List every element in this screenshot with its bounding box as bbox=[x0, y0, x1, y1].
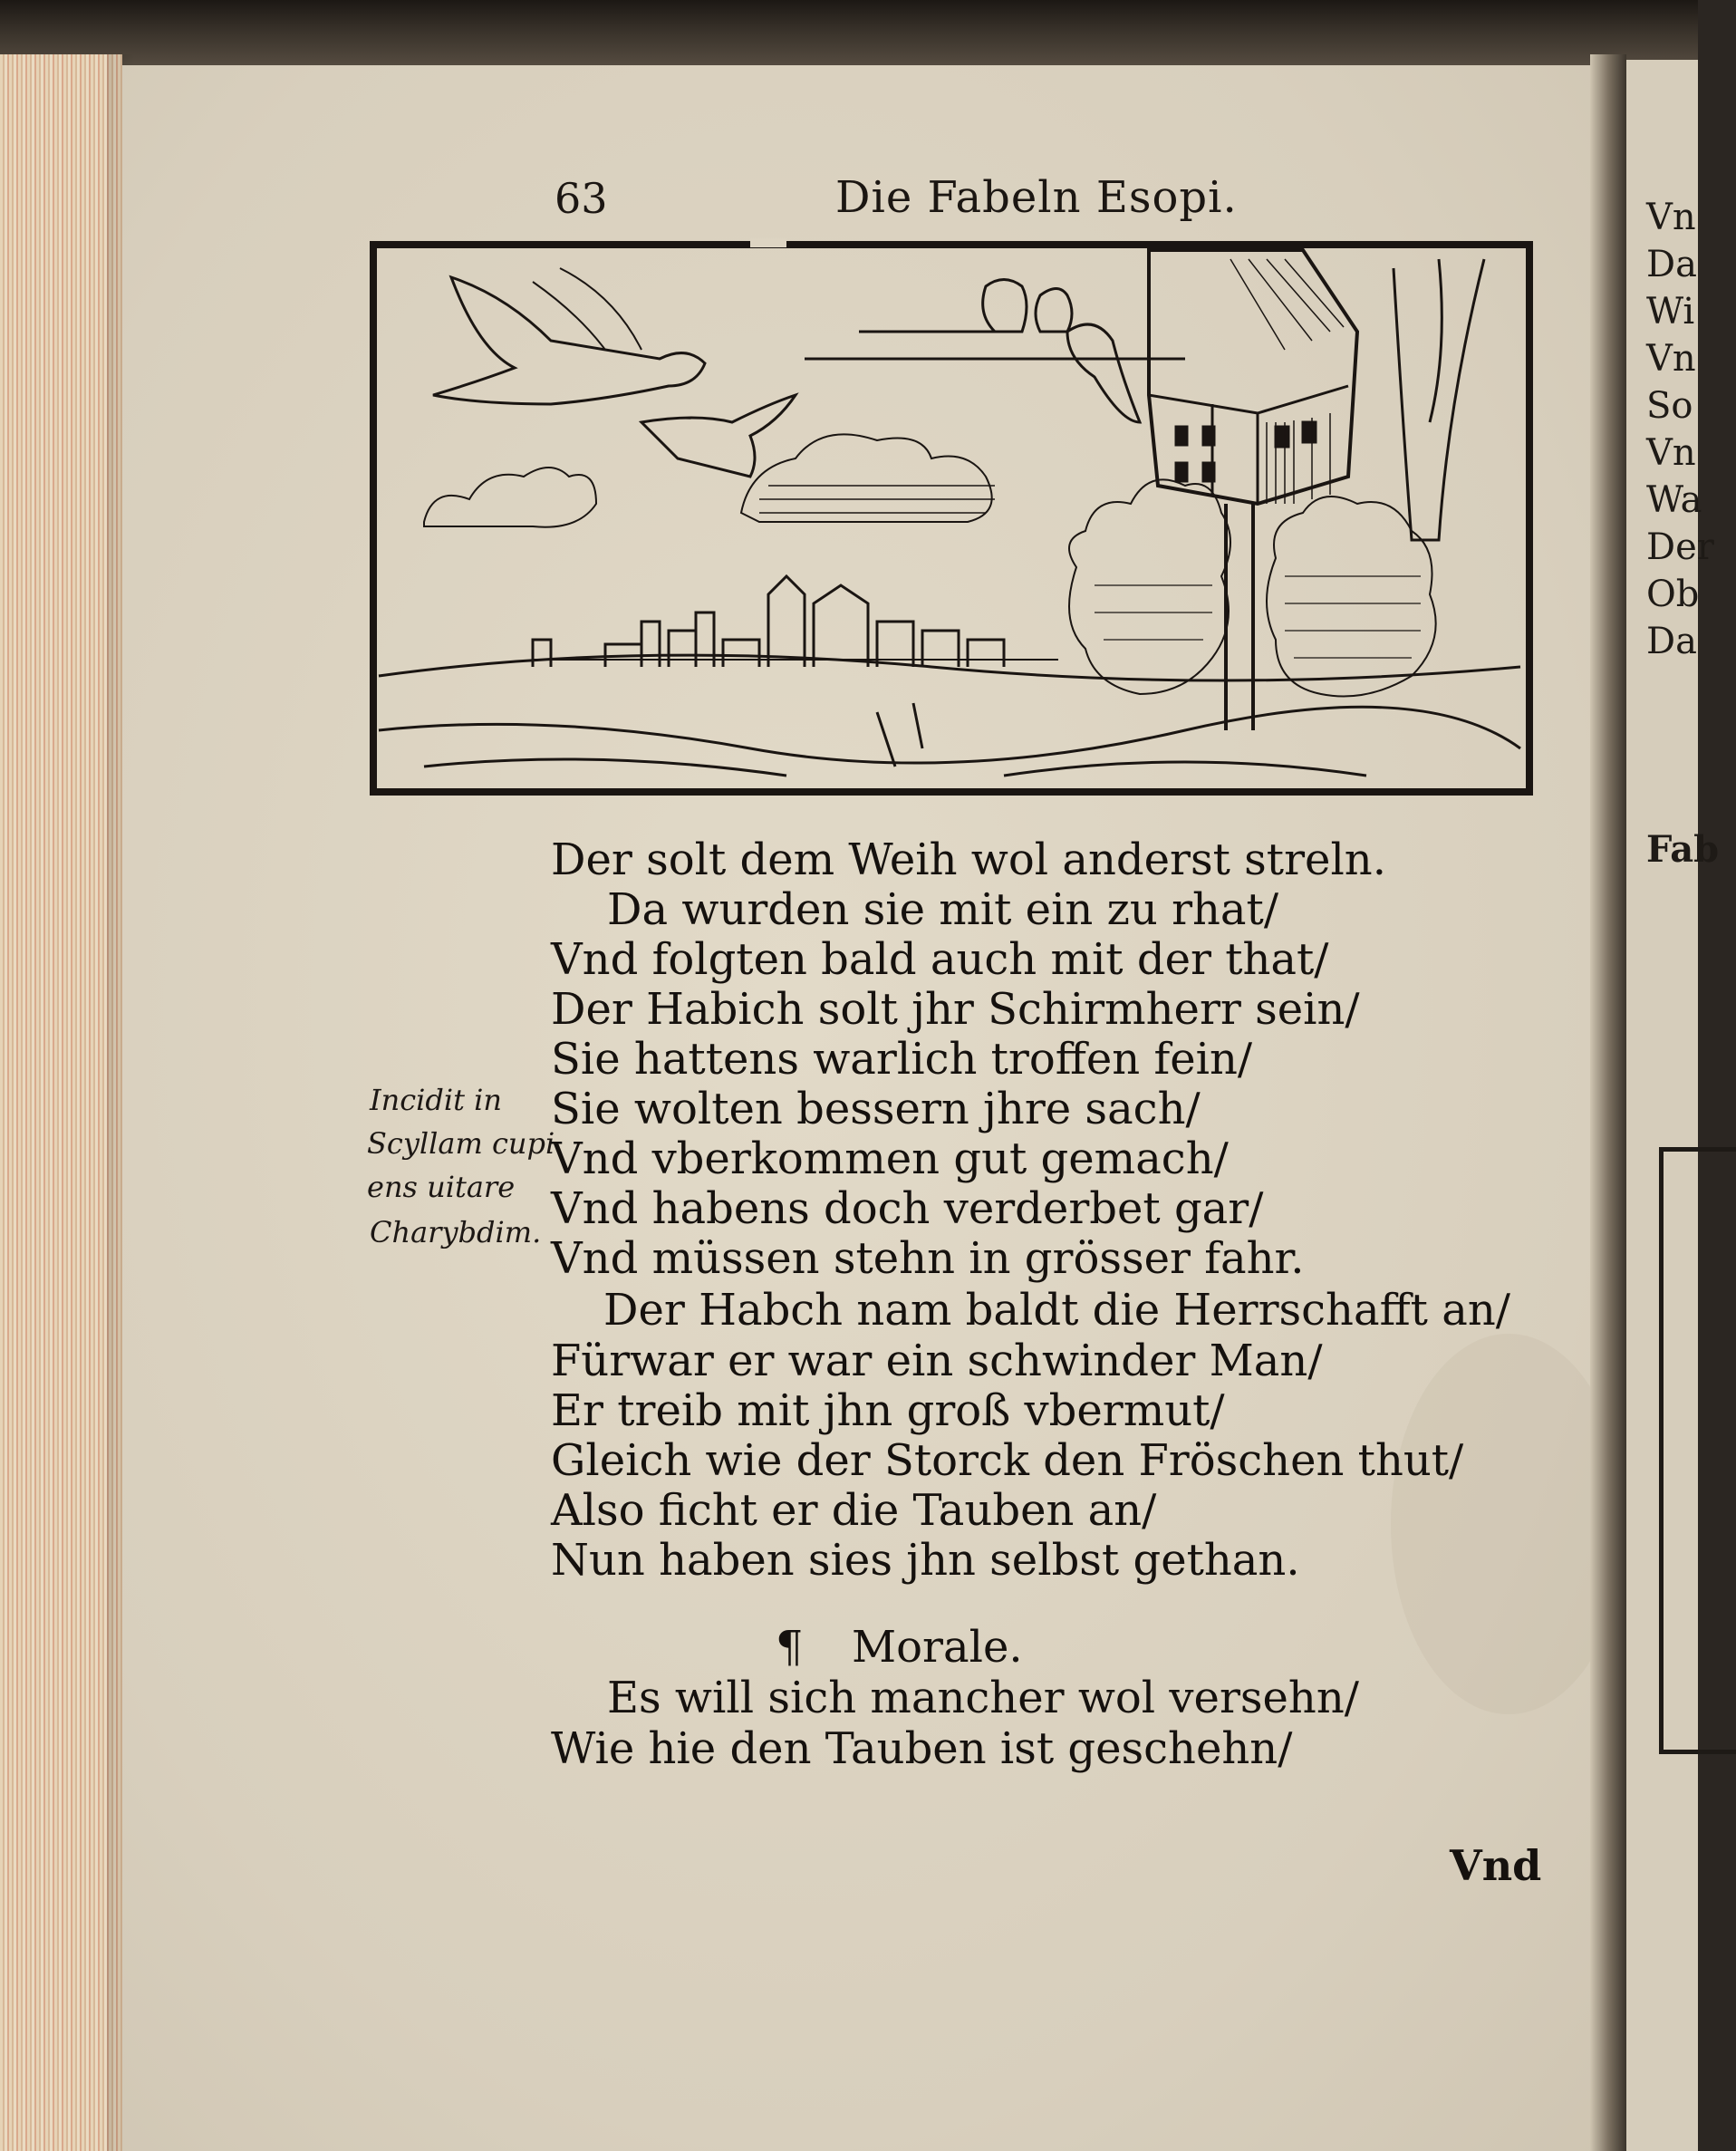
verse-line: Da wurden sie mit ein zu rhat/ bbox=[607, 884, 1278, 935]
verse-line: Der Habch nam baldt die Herrschafft an/ bbox=[603, 1285, 1510, 1336]
moral-line: Es will sich mancher wol versehn/ bbox=[607, 1673, 1359, 1723]
facing-heading: Fab bbox=[1646, 828, 1720, 871]
running-title: Die Fabeln Esopi. bbox=[835, 172, 1238, 223]
facing-line: Wa bbox=[1646, 479, 1702, 521]
verse-line: Fürwar er war ein schwinder Man/ bbox=[551, 1336, 1323, 1386]
verse-line: Vnd vberkommen gut gemach/ bbox=[551, 1133, 1229, 1184]
book-gutter bbox=[1590, 54, 1626, 2151]
verse-line: Vnd habens doch verderbet gar/ bbox=[551, 1183, 1264, 1234]
facing-woodcut-frame bbox=[1659, 1147, 1736, 1754]
facing-line: Da bbox=[1646, 244, 1697, 285]
verse-line: Er treib mit jhn groß vbermut/ bbox=[551, 1385, 1225, 1436]
facing-line: Vn bbox=[1646, 432, 1696, 474]
catchword: Vnd bbox=[1450, 1841, 1542, 1890]
moral-line: Wie hie den Tauben ist geschehn/ bbox=[551, 1723, 1293, 1774]
verse-line: Der Habich solt jhr Schirmherr sein/ bbox=[551, 984, 1360, 1035]
facing-line: Da bbox=[1646, 621, 1697, 662]
facing-line: So bbox=[1646, 385, 1693, 427]
margin-note-line: Scyllam cupi bbox=[367, 1126, 555, 1161]
margin-note-line: Charybdim. bbox=[370, 1215, 542, 1249]
facing-line: Vn bbox=[1646, 197, 1696, 238]
facing-line: Der bbox=[1646, 526, 1714, 568]
verse-line: Sie hattens warlich troffen fein/ bbox=[551, 1034, 1253, 1085]
verse-line: Nun haben sies jhn selbst gethan. bbox=[551, 1535, 1300, 1586]
verse-line: Vnd müssen stehn in grösser fahr. bbox=[551, 1233, 1305, 1284]
moral-heading: Morale. bbox=[852, 1622, 1023, 1673]
verse-line: Sie wolten bessern jhre sach/ bbox=[551, 1084, 1201, 1134]
facing-line: Wi bbox=[1646, 291, 1695, 333]
margin-note-line: Incidit in bbox=[370, 1083, 502, 1117]
verse-line: Vnd folgten bald auch mit der that/ bbox=[551, 934, 1329, 985]
facing-line: Ob bbox=[1646, 574, 1700, 615]
woodcut-illustration-icon bbox=[370, 241, 1535, 799]
binding-top-edge bbox=[0, 0, 1698, 72]
verse-line: Der solt dem Weih wol anderst streln. bbox=[551, 834, 1386, 885]
facing-line: Vn bbox=[1646, 338, 1696, 380]
paragraph-mark-icon: ¶ bbox=[776, 1622, 804, 1673]
facing-page-fragment bbox=[1626, 60, 1720, 2151]
page-number: 63 bbox=[555, 174, 608, 223]
margin-note-line: ens uitare bbox=[367, 1170, 516, 1204]
page-edges bbox=[0, 54, 122, 2151]
verse-line: Gleich wie der Storck den Fröschen thut/ bbox=[551, 1435, 1464, 1486]
verse-line: Also ficht er die Tauben an/ bbox=[551, 1485, 1157, 1536]
